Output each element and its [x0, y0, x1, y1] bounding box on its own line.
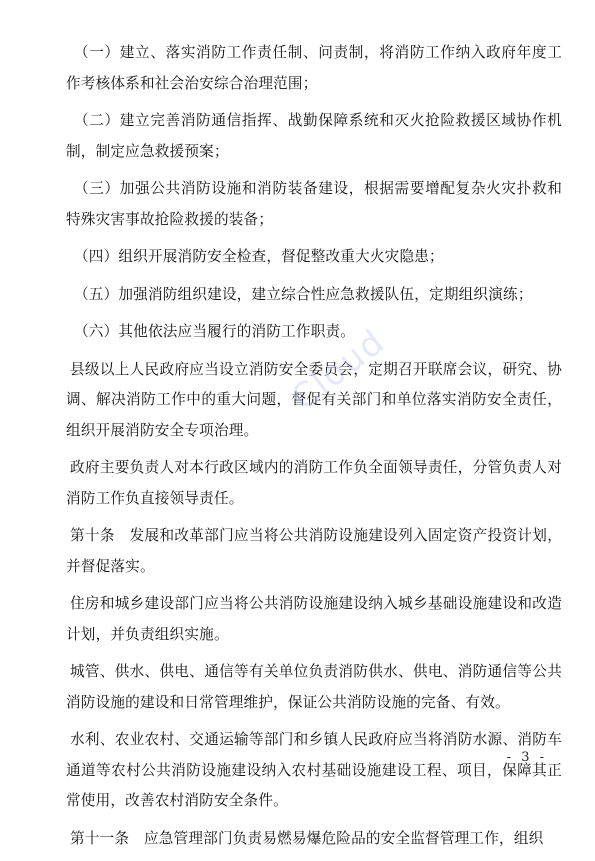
- paragraph-item-5: （五）加强消防组织建设，建立综合性应急救援队伍，定期组织演练；: [74, 285, 533, 303]
- paragraph-item-6: （六）其他依法应当履行的消防工作职责。: [74, 323, 356, 340]
- paragraph-article-11: 第十一条 应急管理部门负责易燃易爆危险品的安全监督管理工作，组织: [70, 829, 544, 847]
- paragraph-item-1: （一）建立、落实消防工作责任制、问责制，将消防工作纳入政府年度工作考核体系和社会治安综合治理范围；: [66, 44, 562, 92]
- page-number: - 3 -: [506, 750, 547, 765]
- paragraph-article-10: 第十条 发展和改革部门应当将公共消防设施建设列入固定资产投资计划，并督促落实。: [66, 527, 562, 575]
- watermark: Cloud: [284, 321, 394, 419]
- document-body: [66, 38, 562, 861]
- paragraph-utilities: 城管、供水、供电、通信等有关单位负责消防供水、供电、消防通信等公共消防设施的建设和日常管理维护，保证公共消防设施的完备、有效。: [66, 663, 562, 711]
- paragraph-item-3: （三）加强公共消防设施和消防装备建设，根据需要增配复杂火灾扑救和特殊灾害事故抢险救援的装备；: [66, 180, 562, 228]
- paragraph-rural: 水利、农业农村、交通运输等部门和乡镇人民政府应当将消防水源、消防车通道等农村公共消防设施建设纳入农村基础设施建设工程、项目，保障其正常使用，改善农村消防安全条件。: [66, 731, 562, 809]
- paragraph-leadership: 政府主要负责人对本行政区域内的消防工作负全面领导责任，分管负责人对消防工作负直接领导责任。: [66, 459, 562, 507]
- paragraph-housing: 住房和城乡建设部门应当将公共消防设施建设纳入城乡基础设施建设和改造计划，并负责组织实施。: [66, 595, 562, 643]
- paragraph-item-4: （四）组织开展消防安全检查，督促整改重大火灾隐患；: [74, 248, 444, 265]
- paragraph-item-2: （二）建立完善消防通信指挥、战勤保障系统和灭火抢险救援区域协作机制，制定应急救援预案；: [66, 112, 562, 160]
- paragraph-committee: 县级以上人民政府应当设立消防安全委员会，定期召开联席会议，研究、协调、解决消防工作中的重大问题，督促有关部门和单位落实消防安全责任，组织开展消防安全专项治理。: [66, 360, 562, 439]
